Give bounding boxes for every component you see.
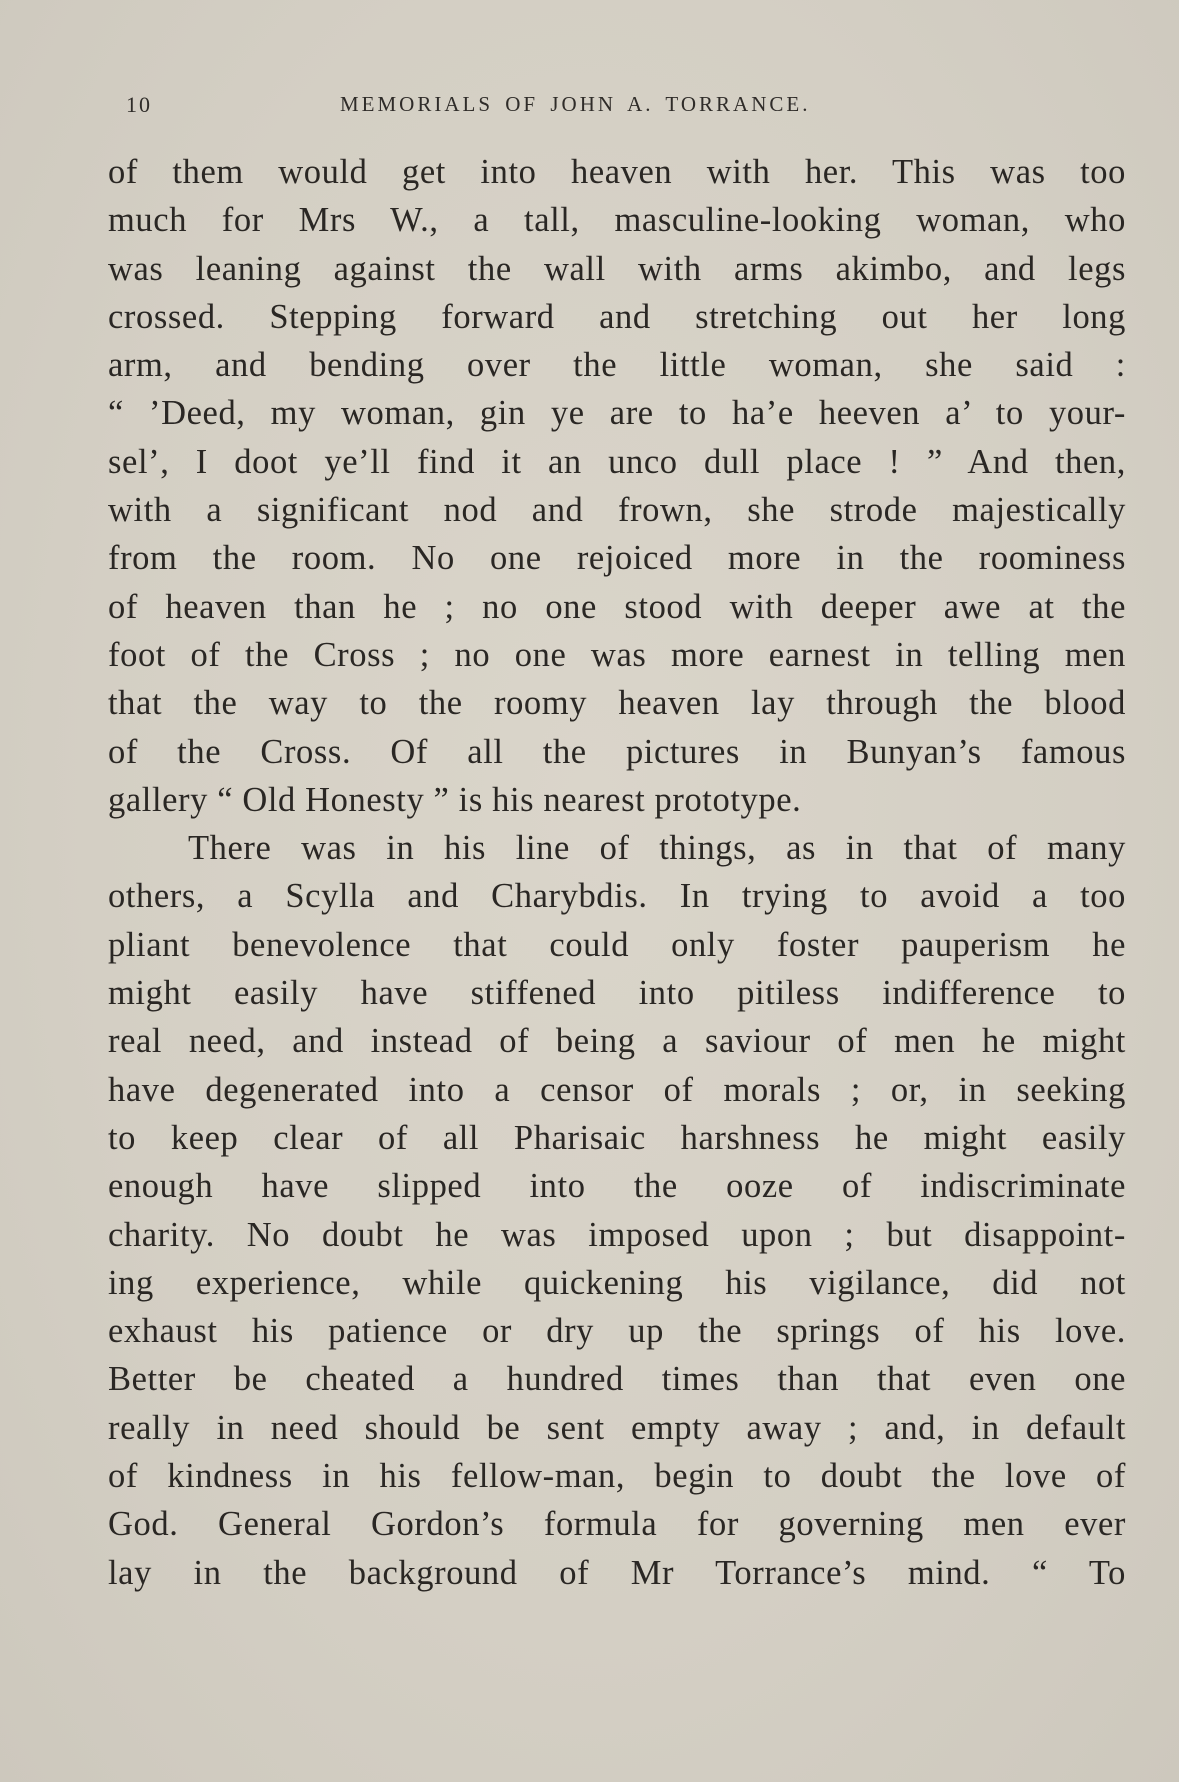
paragraph-2	[108, 824, 1126, 1597]
text-line: Better be cheated a hundred times than that even one	[108, 1360, 1126, 1399]
text-line: of them would get into heaven with her. This was too	[108, 153, 1126, 191]
text-line: others, a Scylla and Charybdis. In trying to avoid a too	[108, 877, 1126, 916]
text-line: real need, and instead of being a saviour of men he might	[108, 1022, 1126, 1061]
text-line: with a significant nod and frown, she strode majestically	[108, 491, 1126, 530]
text-line: foot of the Cross ; no one was more earnest in telling men	[108, 635, 1126, 674]
page-number: 10	[126, 92, 152, 117]
text-line: ing experience, while quickening his vigilance, did not	[108, 1263, 1126, 1302]
text-line: of heaven than he ; no one stood with deeper awe at the	[108, 587, 1126, 626]
text-line: to keep clear of all Pharisaic harshness he might easily	[108, 1118, 1126, 1157]
text-line: There was in his line of things, as in that of many	[188, 829, 1126, 868]
running-head: MEMORIALS OF JOHN A. TORRANCE.	[340, 92, 811, 116]
text-line: have degenerated into a censor of morals ; or, in seeking	[108, 1070, 1126, 1109]
text-line: “ ’Deed, my woman, gin ye are to ha’e heeven a’ to your-	[108, 394, 1126, 433]
text-line: sel’, I doot ye’ll find it an unco dull place ! ” And then,	[108, 442, 1126, 481]
text-line: God. General Gordon’s formula for governing men ever	[108, 1505, 1126, 1544]
text-line: of the Cross. Of all the pictures in Bunyan’s famous	[108, 732, 1126, 771]
text-line: gallery “ Old Honesty ” is his nearest prototype.	[108, 780, 802, 819]
body-text	[108, 148, 1126, 1597]
text-line: might easily have stiffened into pitiless indifference to	[108, 974, 1126, 1013]
text-line: of kindness in his fellow-man, begin to doubt the love of	[108, 1457, 1126, 1496]
text-line: arm, and bending over the little woman, she said :	[108, 346, 1126, 385]
text-line: exhaust his patience or dry up the springs of his love.	[108, 1312, 1126, 1351]
text-line: that the way to the roomy heaven lay through the blood	[108, 684, 1126, 723]
text-line: enough have slipped into the ooze of indiscriminate	[108, 1167, 1126, 1206]
text-line: was leaning against the wall with arms akimbo, and legs	[108, 249, 1126, 288]
text-line: from the room. No one rejoiced more in the roominess	[108, 539, 1126, 578]
page-header	[108, 86, 1128, 122]
text-line: crossed. Stepping forward and stretching out her long	[108, 297, 1126, 336]
text-line: really in need should be sent empty away ; and, in default	[108, 1408, 1126, 1447]
paragraph-1	[108, 148, 1126, 824]
text-line: charity. No doubt he was imposed upon ; but disappoint-	[108, 1215, 1126, 1254]
text-line: lay in the background of Mr Torrance’s mind. “ To	[108, 1553, 1126, 1592]
text-line: pliant benevolence that could only foster pauperism he	[108, 925, 1126, 964]
text-line: much for Mrs W., a tall, masculine-looking woman, who	[108, 201, 1126, 240]
